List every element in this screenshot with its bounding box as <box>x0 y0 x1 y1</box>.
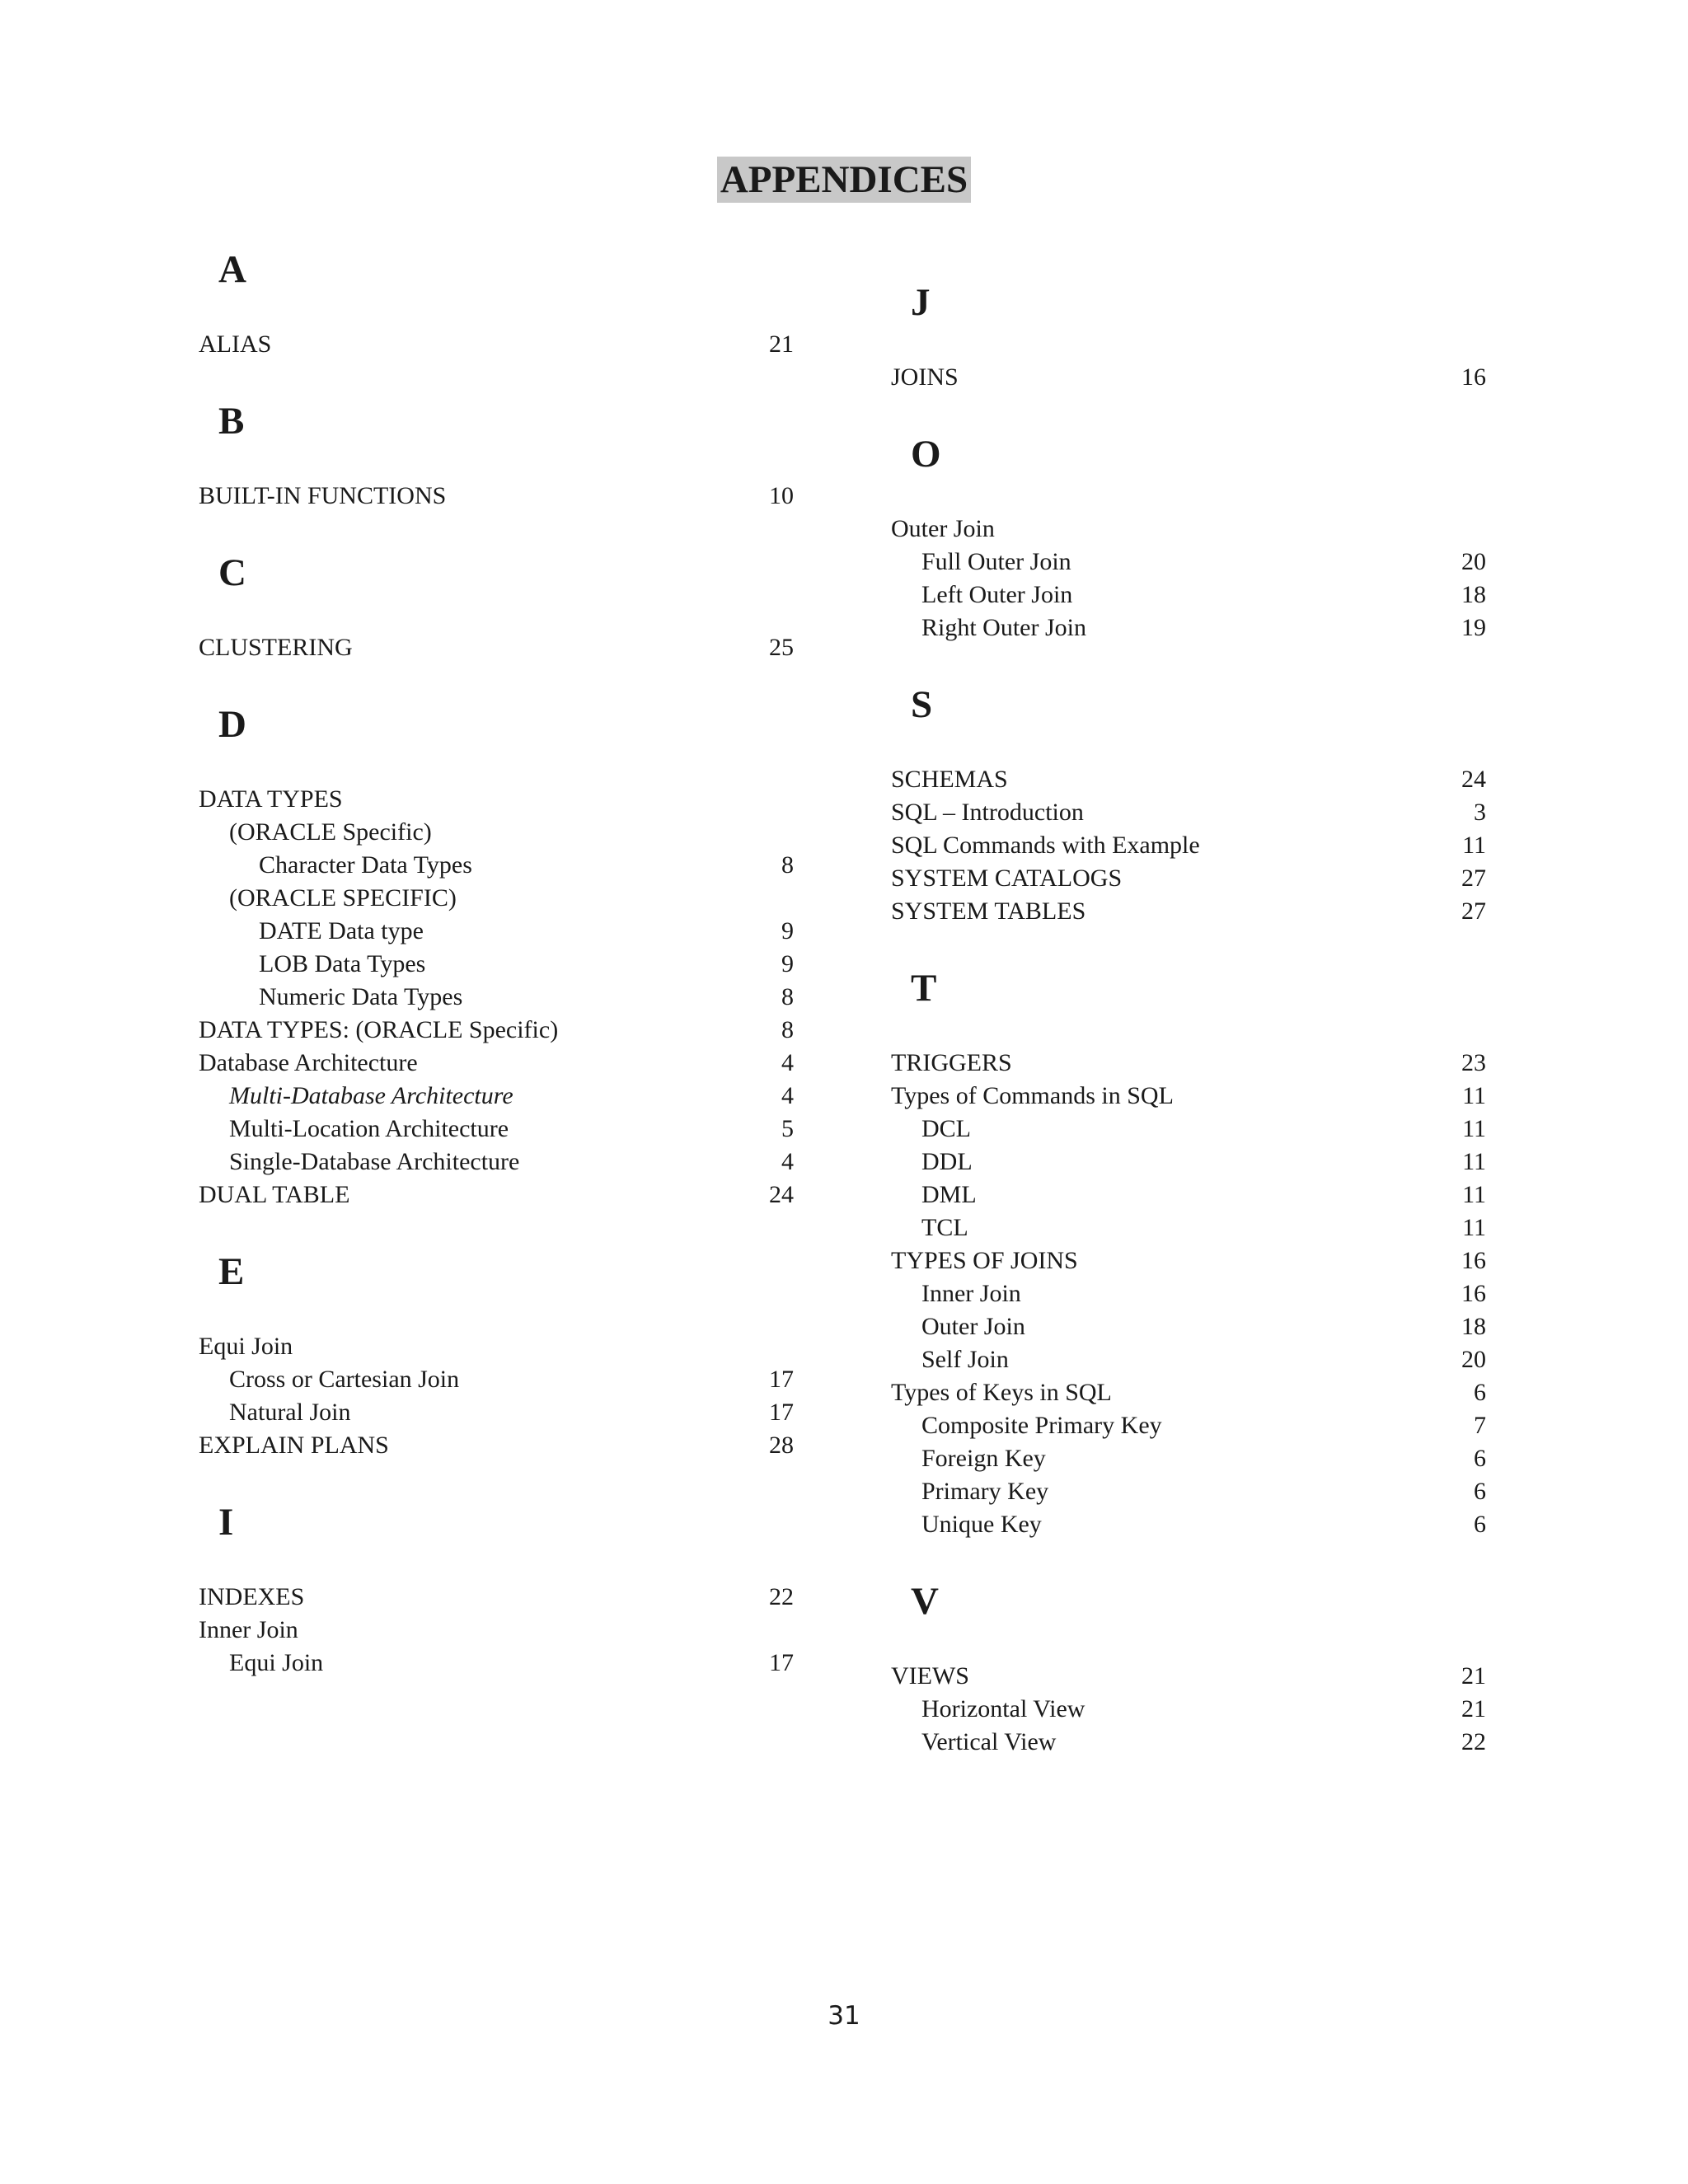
index-entry-page: 10 <box>769 482 794 509</box>
index-entry <box>891 546 1486 579</box>
index-entry <box>199 1363 794 1396</box>
index-entry <box>199 1047 794 1080</box>
index-entry <box>199 1113 794 1146</box>
page-title-text: APPENDICES <box>717 157 971 203</box>
index-letter-heading: E <box>218 1250 245 1293</box>
index-entry-page: 16 <box>1461 363 1486 391</box>
index-entry-page: 11 <box>1462 1115 1486 1142</box>
index-entry-label: Outer Join <box>891 515 995 542</box>
index-entry <box>199 1581 794 1614</box>
index-entry <box>891 829 1486 862</box>
index-entry <box>199 1146 794 1179</box>
index-entry-page: 8 <box>781 851 794 879</box>
index-entry-page: 7 <box>1474 1412 1486 1439</box>
index-letter-heading: A <box>218 248 246 291</box>
index-entry-label: TYPES OF JOINS <box>891 1247 1078 1274</box>
index-section-e <box>199 1246 794 1462</box>
index-entry-page: 23 <box>1461 1049 1486 1076</box>
index-letter-heading: D <box>218 703 246 746</box>
index-entry-label: Foreign Key <box>921 1445 1046 1472</box>
index-entry <box>199 915 794 948</box>
index-entry <box>891 612 1486 644</box>
index-section-b <box>199 396 794 513</box>
index-entry-page: 19 <box>1461 614 1486 641</box>
index-entry <box>199 849 794 882</box>
index-entry-label: Right Outer Join <box>921 614 1086 641</box>
index-entry <box>199 1614 794 1647</box>
index-entry <box>199 948 794 981</box>
index-entry-page: 8 <box>781 1016 794 1043</box>
index-entry <box>891 1693 1486 1726</box>
index-entry <box>199 882 794 915</box>
index-entry-page: 11 <box>1462 1181 1486 1208</box>
index-entry-label: Single-Database Architecture <box>229 1148 520 1175</box>
index-entry-page: 9 <box>781 917 794 944</box>
index-entry-label: Cross or Cartesian Join <box>229 1366 460 1393</box>
index-entry-page: 17 <box>769 1399 794 1426</box>
index-entry <box>199 328 794 361</box>
index-entry <box>891 1442 1486 1475</box>
index-section-t <box>891 963 1486 1541</box>
index-entry-page: 11 <box>1462 1082 1486 1109</box>
index-entry <box>199 1080 794 1113</box>
page-number: 31 <box>828 2001 860 2031</box>
index-entry <box>891 579 1486 612</box>
index-entry-label: SCHEMAS <box>891 766 1008 793</box>
index-entry-page: 24 <box>769 1181 794 1208</box>
index-entry-label: Natural Join <box>229 1399 351 1426</box>
index-letter-heading: T <box>911 967 937 1010</box>
index-entry <box>199 631 794 664</box>
index-entry <box>891 763 1486 796</box>
index-entry <box>891 1244 1486 1277</box>
index-entry-label: Numeric Data Types <box>259 983 463 1010</box>
index-entry-page: 4 <box>781 1049 794 1076</box>
index-entry-label: EXPLAIN PLANS <box>199 1432 389 1459</box>
index-letter-heading: I <box>218 1501 234 1544</box>
index-entry-page: 27 <box>1461 865 1486 892</box>
index-entry-label: Types of Commands in SQL <box>891 1082 1174 1109</box>
index-letter-heading: V <box>911 1580 939 1623</box>
index-entry-label: Full Outer Join <box>921 548 1071 575</box>
index-entry-label: INDEXES <box>199 1583 305 1610</box>
index-entry-label: Equi Join <box>199 1333 293 1360</box>
index-entry-page: 6 <box>1474 1511 1486 1538</box>
index-section-c <box>199 547 794 664</box>
index-entry <box>199 783 794 816</box>
index-entry <box>199 1330 794 1363</box>
index-entry <box>891 361 1486 394</box>
index-entry-page: 8 <box>781 983 794 1010</box>
index-section-j <box>891 277 1486 394</box>
index-entry-page: 25 <box>769 634 794 661</box>
index-entry-page: 6 <box>1474 1478 1486 1505</box>
index-letter-heading: O <box>911 433 941 476</box>
index-entry-page: 6 <box>1474 1379 1486 1406</box>
index-section-v <box>891 1576 1486 1759</box>
index-entry-label: Multi-Database Architecture <box>229 1082 513 1109</box>
index-entry <box>891 1179 1486 1212</box>
index-entry-page: 16 <box>1461 1247 1486 1274</box>
index-entry-label: Unique Key <box>921 1511 1042 1538</box>
index-section-o <box>891 429 1486 644</box>
index-entry <box>199 480 794 513</box>
index-entry-page: 27 <box>1461 898 1486 925</box>
index-entry <box>891 1080 1486 1113</box>
index-entry <box>891 1508 1486 1541</box>
index-entry-label: SYSTEM TABLES <box>891 898 1086 925</box>
index-entry-label: DCL <box>921 1115 971 1142</box>
index-entry-label: DDL <box>921 1148 973 1175</box>
index-entry-page: 21 <box>769 330 794 358</box>
index-section-i <box>199 1497 794 1680</box>
index-entry <box>891 1212 1486 1244</box>
index-entry <box>891 1726 1486 1759</box>
index-column-right <box>891 277 1486 1793</box>
index-entry <box>891 1146 1486 1179</box>
index-entry-label: ALIAS <box>199 330 272 358</box>
index-entry <box>199 1429 794 1462</box>
index-entry-label: DATE Data type <box>259 917 424 944</box>
index-section-a <box>199 244 794 361</box>
index-entry <box>891 1310 1486 1343</box>
index-entry <box>199 981 794 1014</box>
index-entry-page: 20 <box>1461 548 1486 575</box>
index-entry-label: Left Outer Join <box>921 581 1073 608</box>
index-section-d <box>199 699 794 1212</box>
index-entry-page: 28 <box>769 1432 794 1459</box>
index-entry-label: Equi Join <box>229 1649 324 1676</box>
index-entry <box>891 1475 1486 1508</box>
index-entry-label: Primary Key <box>921 1478 1049 1505</box>
index-entry-label: (ORACLE SPECIFIC) <box>229 884 457 912</box>
index-entry-label: Outer Join <box>921 1313 1025 1340</box>
index-entry <box>891 796 1486 829</box>
index-entry-label: Inner Join <box>199 1616 298 1643</box>
index-entry <box>199 1647 794 1680</box>
index-entry-page: 11 <box>1462 1214 1486 1241</box>
index-entry-page: 11 <box>1462 1148 1486 1175</box>
index-entry <box>891 513 1486 546</box>
index-entry-page: 4 <box>781 1148 794 1175</box>
index-letter-heading: J <box>911 281 931 324</box>
index-entry-page: 5 <box>781 1115 794 1142</box>
index-entry-page: 11 <box>1462 832 1486 859</box>
index-entry-label: LOB Data Types <box>259 950 426 977</box>
index-entry <box>891 862 1486 895</box>
index-entry <box>891 1047 1486 1080</box>
index-entry <box>891 1376 1486 1409</box>
index-entry <box>199 1396 794 1429</box>
index-entry-page: 18 <box>1461 581 1486 608</box>
index-column-left <box>199 244 794 1714</box>
index-entry-label: Multi-Location Architecture <box>229 1115 509 1142</box>
index-entry-page: 22 <box>1461 1728 1486 1755</box>
index-letter-heading: S <box>911 683 933 726</box>
index-entry-label: JOINS <box>891 363 959 391</box>
index-entry-page: 20 <box>1461 1346 1486 1373</box>
index-entry-page: 3 <box>1474 799 1486 826</box>
index-letter-heading: B <box>218 400 245 443</box>
index-entry-page: 9 <box>781 950 794 977</box>
page-title <box>0 157 1688 203</box>
index-entry-label: TCL <box>921 1214 968 1241</box>
index-entry-page: 4 <box>781 1082 794 1109</box>
index-entry-page: 17 <box>769 1649 794 1676</box>
index-entry <box>891 1660 1486 1693</box>
index-entry <box>199 1179 794 1212</box>
index-entry-label: BUILT-IN FUNCTIONS <box>199 482 447 509</box>
index-entry <box>891 1277 1486 1310</box>
index-entry-page: 18 <box>1461 1313 1486 1340</box>
index-entry-label: SQL Commands with Example <box>891 832 1200 859</box>
index-entry <box>199 816 794 849</box>
index-section-s <box>891 679 1486 928</box>
index-entry-label: Character Data Types <box>259 851 472 879</box>
index-entry-page: 6 <box>1474 1445 1486 1472</box>
index-entry <box>891 1113 1486 1146</box>
index-entry-label: Composite Primary Key <box>921 1412 1162 1439</box>
index-entry-label: DATA TYPES <box>199 785 343 813</box>
index-entry-page: 16 <box>1461 1280 1486 1307</box>
index-entry-label: DML <box>921 1181 977 1208</box>
index-entry-label: Database Architecture <box>199 1049 418 1076</box>
index-entry-page: 24 <box>1461 766 1486 793</box>
index-letter-heading: C <box>218 551 246 594</box>
index-entry <box>891 1343 1486 1376</box>
index-entry-label: TRIGGERS <box>891 1049 1012 1076</box>
index-entry-page: 17 <box>769 1366 794 1393</box>
index-entry-page: 21 <box>1461 1695 1486 1722</box>
index-entry <box>891 895 1486 928</box>
index-entry <box>199 1014 794 1047</box>
index-entry-label: Types of Keys in SQL <box>891 1379 1112 1406</box>
index-entry-label: DUAL TABLE <box>199 1181 350 1208</box>
index-entry-label: Horizontal View <box>921 1695 1085 1722</box>
index-entry-page: 21 <box>1461 1662 1486 1690</box>
index-entry-label: SYSTEM CATALOGS <box>891 865 1123 892</box>
index-entry-label: DATA TYPES: (ORACLE Specific) <box>199 1016 559 1043</box>
index-entry-label: Inner Join <box>921 1280 1021 1307</box>
index-entry-label: Vertical View <box>921 1728 1057 1755</box>
index-entry-label: SQL – Introduction <box>891 799 1084 826</box>
index-entry-label: CLUSTERING <box>199 634 353 661</box>
index-entry-label: VIEWS <box>891 1662 969 1690</box>
index-entry <box>891 1409 1486 1442</box>
index-entry-label: (ORACLE Specific) <box>229 818 432 846</box>
index-entry-page: 22 <box>769 1583 794 1610</box>
index-entry-label: Self Join <box>921 1346 1009 1373</box>
